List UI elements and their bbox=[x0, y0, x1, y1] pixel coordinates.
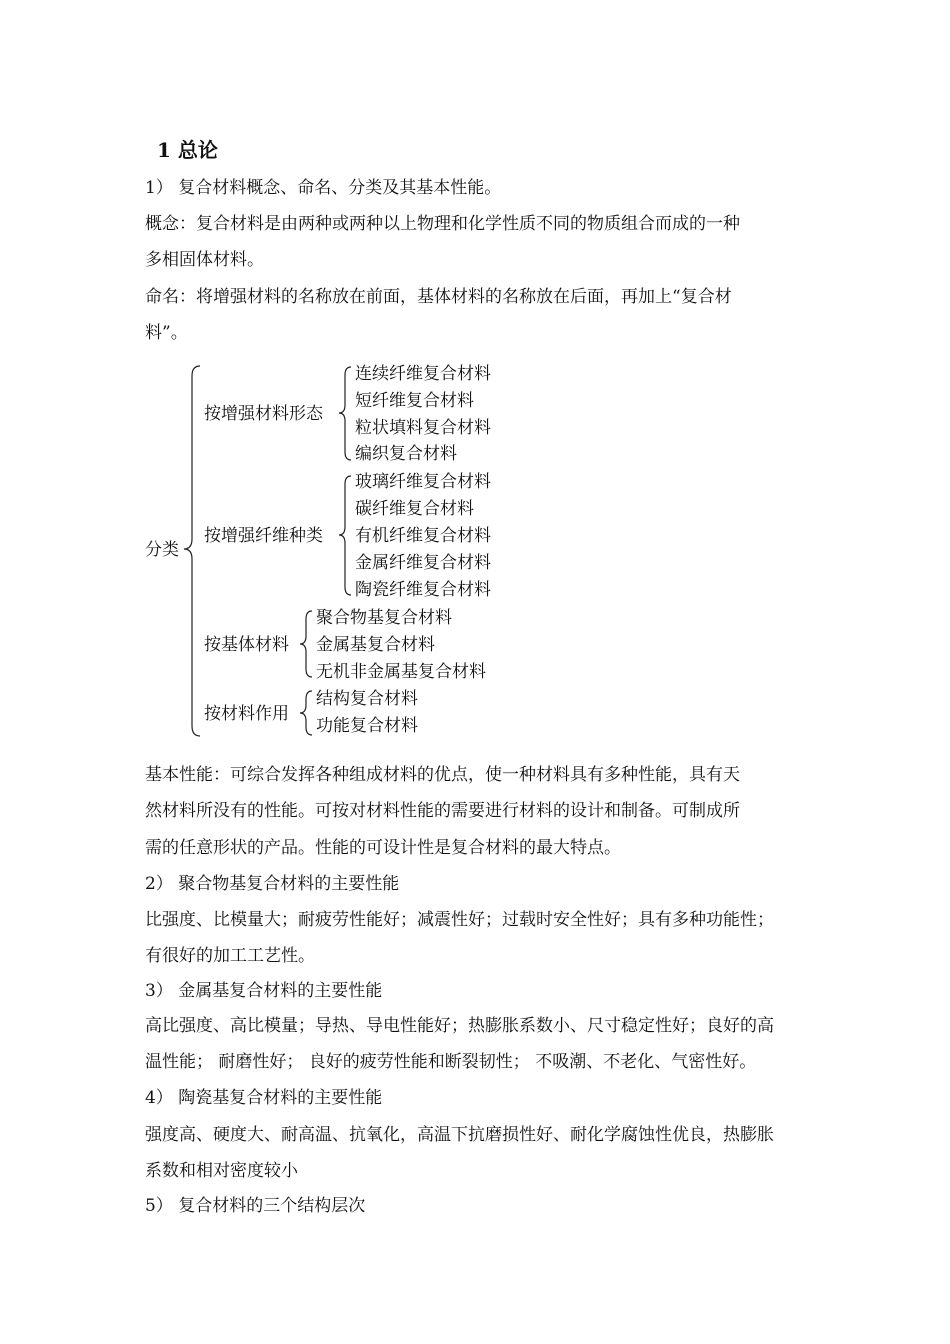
s2-line-2: 有很好的加工工艺性。 bbox=[145, 946, 315, 966]
subsection-1-title: 1） 复合材料概念、命名、分类及其基本性能。 bbox=[145, 178, 502, 198]
section-heading: 1 总论 bbox=[157, 138, 218, 162]
subsection-5-title: 5） 复合材料的三个结构层次 bbox=[145, 1196, 366, 1216]
basic-line-1: 基本性能：可综合发挥各种组成材料的优点，使一种材料具有多种性能，具有天 bbox=[145, 765, 740, 785]
concept-line-2: 多相固体材料。 bbox=[145, 250, 264, 270]
group-item: 碳纤维复合材料 bbox=[355, 499, 474, 519]
group-item: 结构复合材料 bbox=[316, 689, 418, 709]
group-item: 金属纤维复合材料 bbox=[355, 553, 491, 573]
group-item: 短纤维复合材料 bbox=[355, 391, 474, 411]
group-label: 按材料作用 bbox=[204, 704, 289, 724]
group-item: 编织复合材料 bbox=[355, 444, 457, 464]
group-label: 按增强纤维种类 bbox=[204, 526, 323, 546]
group-item: 粒状填料复合材料 bbox=[355, 418, 491, 438]
group-item: 聚合物基复合材料 bbox=[316, 608, 452, 628]
group-item: 功能复合材料 bbox=[316, 716, 418, 736]
naming-line-2: 料”。 bbox=[145, 323, 188, 343]
group-item: 陶瓷纤维复合材料 bbox=[355, 580, 491, 600]
naming-line-1: 命名：将增强材料的名称放在前面，基体材料的名称放在后面，再加上“复合材 bbox=[145, 287, 732, 307]
subsection-4-title: 4） 陶瓷基复合材料的主要性能 bbox=[145, 1088, 383, 1108]
basic-line-3: 需的任意形状的产品。性能的可设计性是复合材料的最大特点。 bbox=[145, 838, 621, 858]
group-item: 连续纤维复合材料 bbox=[355, 364, 491, 384]
concept-line-1: 概念：复合材料是由两种或两种以上物理和化学性质不同的物质组合而成的一种 bbox=[145, 214, 740, 234]
group-item: 有机纤维复合材料 bbox=[355, 526, 491, 546]
basic-line-2: 然材料所没有的性能。可按对材料性能的需要进行材料的设计和制备。可制成所 bbox=[145, 801, 740, 821]
s4-line-2: 系数和相对密度较小 bbox=[145, 1161, 298, 1181]
s3-line-2: 温性能； 耐磨性好； 良好的疲劳性能和断裂韧性； 不吸潮、不老化、气密性好。 bbox=[145, 1052, 757, 1072]
group-label: 按基体材料 bbox=[204, 635, 289, 655]
group-item: 无机非金属基复合材料 bbox=[316, 662, 486, 682]
subsection-2-title: 2） 聚合物基复合材料的主要性能 bbox=[145, 874, 400, 894]
group-item: 金属基复合材料 bbox=[316, 635, 435, 655]
subsection-3-title: 3） 金属基复合材料的主要性能 bbox=[145, 981, 383, 1001]
classification-root: 分类 bbox=[145, 540, 179, 560]
group-item: 玻璃纤维复合材料 bbox=[355, 472, 491, 492]
s2-line-1: 比强度、比模量大；耐疲劳性能好；减震性好；过载时安全性好；具有多种功能性； bbox=[145, 910, 774, 930]
s3-line-1: 高比强度、高比模量；导热、导电性能好；热膨胀系数小、尺寸稳定性好；良好的高 bbox=[145, 1016, 774, 1036]
group-label: 按增强材料形态 bbox=[204, 404, 323, 424]
s4-line-1: 强度高、硬度大、耐高温、抗氧化，高温下抗磨损性好、耐化学腐蚀性优良，热膨胀 bbox=[145, 1125, 774, 1145]
